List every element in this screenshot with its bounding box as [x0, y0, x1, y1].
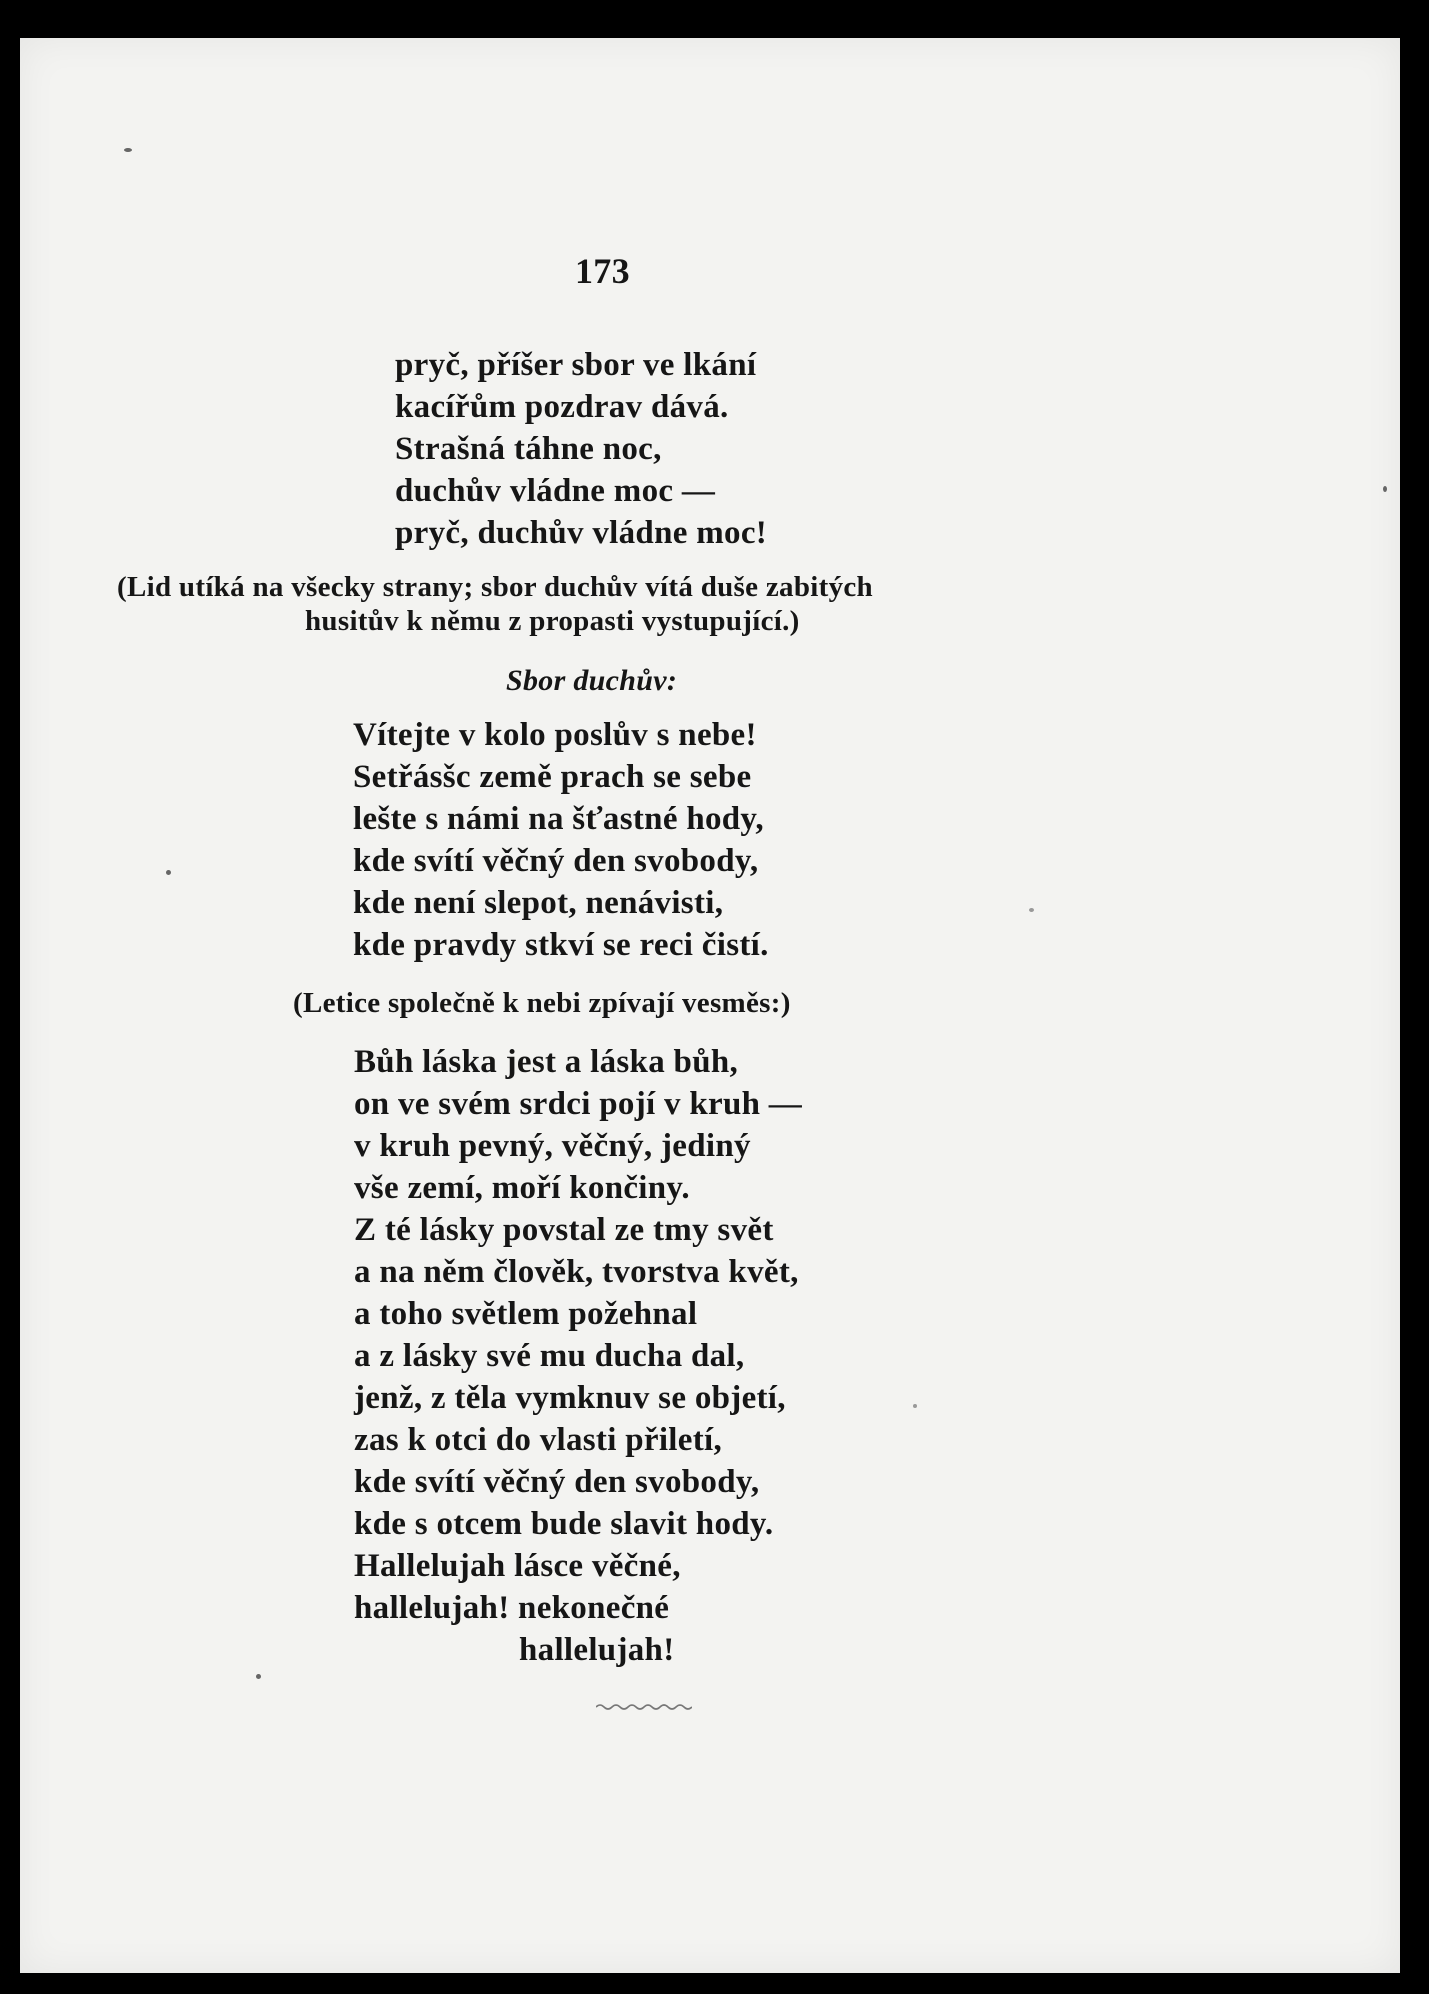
paper-speck [1383, 486, 1387, 492]
verse-line: pryč, příšer sbor ve lkání [395, 347, 757, 383]
paper-speck [913, 1404, 917, 1408]
verse-line: a toho světlem požehnal [354, 1296, 698, 1332]
verse-line: Bůh láska jest a láska bůh, [354, 1044, 739, 1080]
verse-line: on ve svém srdci pojí v kruh — [354, 1086, 803, 1122]
verse-line: pryč, duchův vládne moc! [395, 515, 768, 551]
verse-line: hallelujah! nekonečné [354, 1590, 670, 1626]
book-page [20, 38, 1400, 1973]
page-number: 173 [575, 251, 630, 291]
verse-block-1 [395, 344, 767, 554]
verse-line: Z té lásky povstal ze tmy svět [354, 1212, 774, 1248]
end-ornament [596, 1702, 692, 1710]
verse-line: kde pravdy stkví se reci čistí. [353, 927, 769, 963]
verse-line: a na něm člověk, tvorstva květ, [354, 1254, 799, 1290]
verse-line: kde svítí věčný den svobody, [354, 1464, 760, 1500]
verse-line-final: hallelujah! [519, 1632, 675, 1668]
verse-line: a z lásky své mu ducha dal, [354, 1338, 745, 1374]
verse-line: Strašná táhne noc, [395, 431, 662, 467]
verse-line: kde není slepot, nenávisti, [353, 885, 724, 921]
speaker-heading: Sbor duchův: [506, 664, 678, 697]
verse-line: kacířům pozdrav dává. [395, 389, 729, 425]
stage-direction-line: husitův k němu z propasti vystupující.) [305, 605, 800, 637]
verse-line: jenž, z těla vymknuv se objetí, [354, 1380, 786, 1416]
verse-line: zas k otci do vlasti přiletí, [354, 1422, 723, 1458]
verse-line: kde svítí věčný den svobody, [353, 843, 759, 879]
verse-line: lešte s námi na šťastné hody, [353, 801, 764, 837]
paper-speck [124, 148, 132, 152]
stage-direction-1 [117, 570, 873, 638]
stage-direction-2: (Letice společně k nebi zpívají vesměs:) [293, 987, 791, 1019]
verse-block-3 [354, 1041, 802, 1671]
verse-line: vše zemí, moří končiny. [354, 1170, 690, 1206]
verse-line: kde s otcem bude slavit hody. [354, 1506, 774, 1542]
paper-speck [1029, 908, 1034, 912]
verse-line: Setřásšc země prach se sebe [353, 759, 752, 795]
verse-line: duchův vládne moc — [395, 473, 716, 509]
paper-speck [256, 1674, 261, 1679]
verse-block-2 [353, 714, 769, 966]
stage-direction-line: (Lid utíká na všecky strany; sbor duchův vítá duše zabitých [117, 571, 873, 603]
verse-line: Hallelujah lásce věčné, [354, 1548, 681, 1584]
verse-line: v kruh pevný, věčný, jediný [354, 1128, 751, 1164]
paper-speck [166, 870, 171, 875]
verse-line: Vítejte v kolo poslův s nebe! [353, 717, 757, 753]
